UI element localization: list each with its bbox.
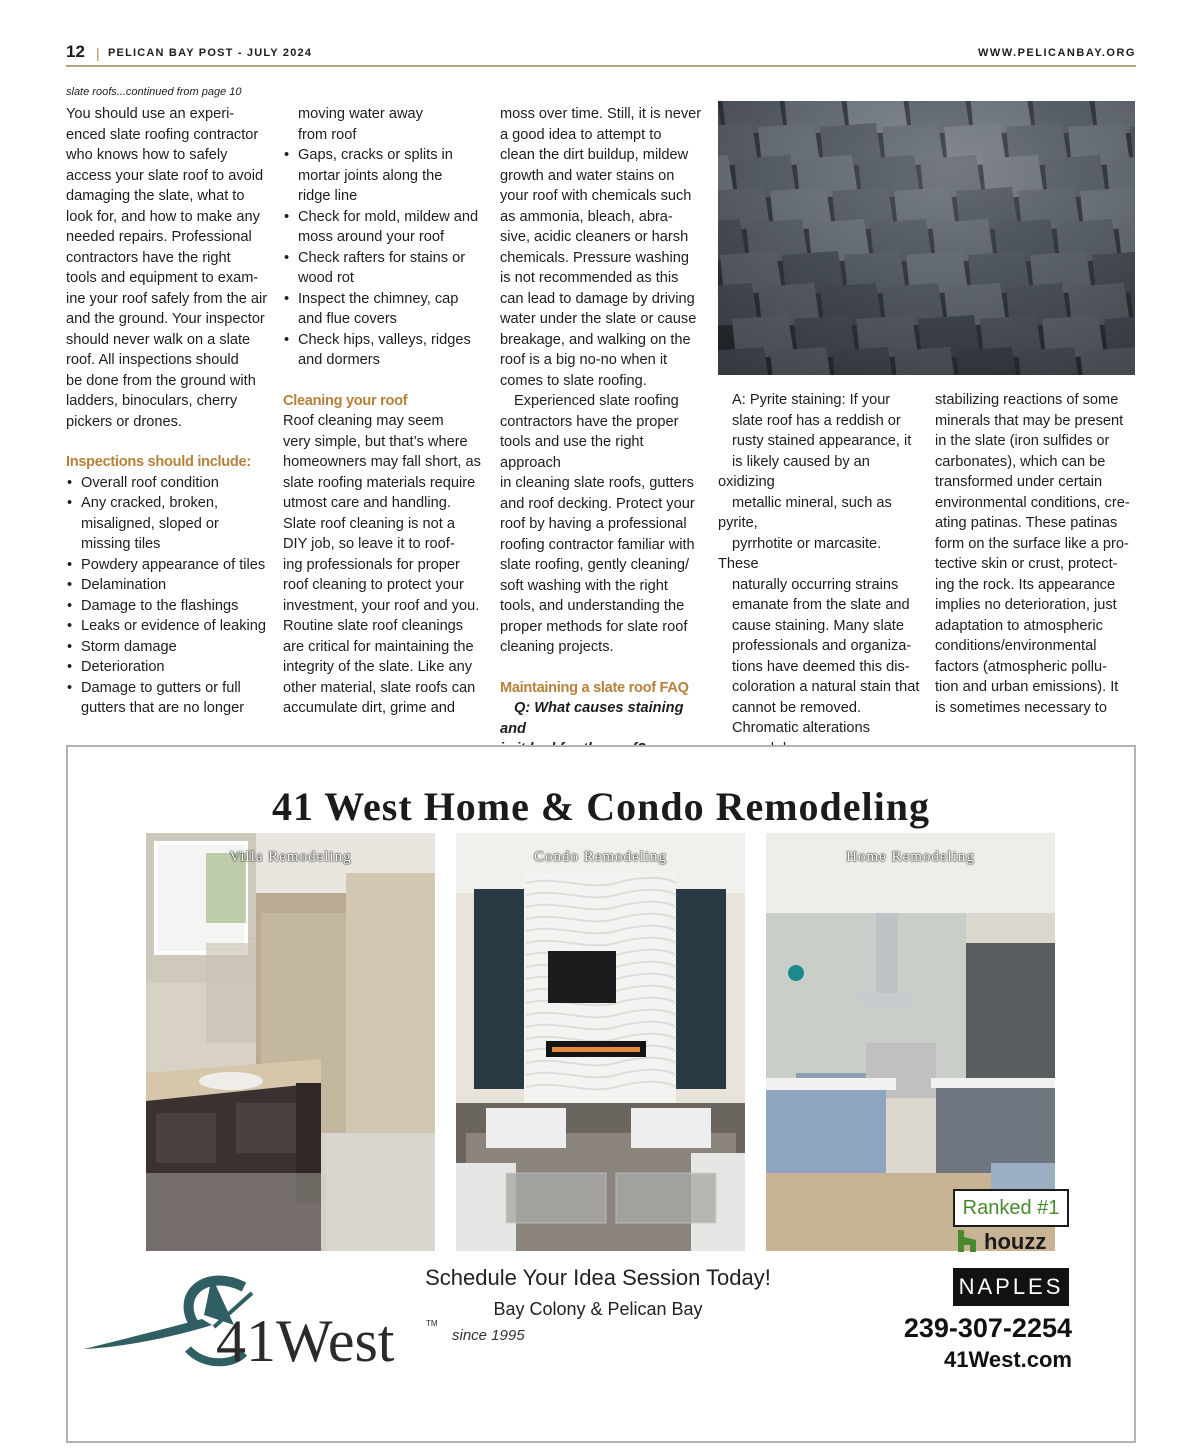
cleaning-heading: Cleaning your roof xyxy=(283,392,408,409)
list-item xyxy=(66,555,271,576)
slate-roof-photo xyxy=(718,101,1135,375)
text-line: tools and equipment to exam- xyxy=(66,270,259,286)
text-line: Q: What causes staining and xyxy=(500,700,684,737)
text-line: utmost care and handling. xyxy=(283,495,451,511)
text-line: slate roofing, gently cleaning/ xyxy=(500,557,690,573)
list-item xyxy=(66,575,271,596)
text-line: implies no deterioration, just xyxy=(935,597,1117,613)
list-item xyxy=(66,596,271,617)
text-line: integrity of the slate. Like any xyxy=(283,659,473,675)
advertisement-41west[interactable] xyxy=(66,745,1136,1443)
text-line: stabilizing reactions of some xyxy=(935,392,1119,408)
text-line: in the slate (iron sulfides or xyxy=(935,433,1110,449)
list-item-line: • Delamination xyxy=(81,577,167,593)
text-line: environmental conditions, cre- xyxy=(935,494,1130,511)
text-line: ing the rock. Its appearance xyxy=(935,576,1116,593)
text-line: roof cleaning to protect your xyxy=(283,577,464,593)
text-line: chemicals. Pressure washing xyxy=(500,249,689,266)
list-item-line: • Leaks or evidence of leaking xyxy=(81,618,266,634)
since-year: since 1995 xyxy=(452,1327,525,1344)
website-link[interactable]: WWW.PELICANBAY.ORG xyxy=(978,47,1136,59)
article-column-1 xyxy=(66,104,271,719)
list-item xyxy=(283,248,488,289)
text-line: cannot be removed. xyxy=(732,699,861,716)
list-item-line: moss around your roof xyxy=(298,229,445,245)
text-line: factors (atmospheric pollu- xyxy=(935,658,1107,675)
text-line: and the ground. Your inspector xyxy=(66,311,265,327)
list-item-line: and dormers xyxy=(298,352,380,368)
text-line: rusty stained appearance, it xyxy=(732,433,912,449)
text-line: is likely caused by an oxidizing xyxy=(718,453,870,490)
list-item-line: • Check hips, valleys, ridges xyxy=(298,331,471,348)
inspection-list xyxy=(66,473,271,719)
text-line: tective skin or crust, protect- xyxy=(935,556,1118,572)
text-line: other material, slate roofs can xyxy=(283,679,476,696)
villa-remodeling-photo xyxy=(146,833,435,1251)
text-line: investment, your roof and you. xyxy=(283,597,480,614)
ranked-badge: Ranked #1 xyxy=(953,1189,1069,1227)
text-line: Experienced slate roofing xyxy=(514,393,679,409)
text-line: are critical for maintaining the xyxy=(283,638,474,655)
text-line: access your slate roof to avoid xyxy=(66,167,264,184)
text-line: roof. All inspections should xyxy=(66,352,239,368)
text-line: sive, acidic cleaners or harsh xyxy=(500,229,689,245)
list-item xyxy=(283,145,488,207)
list-continuation xyxy=(283,104,488,145)
page-number: 12 xyxy=(66,42,85,61)
text-line: a good idea to attempt to xyxy=(500,126,662,143)
publication-title: PELICAN BAY POST - JULY 2024 xyxy=(108,47,313,59)
list-item-line: • Overall roof condition xyxy=(81,474,219,491)
text-line: ating patinas. These patinas xyxy=(935,515,1118,531)
list-item-line: ridge line xyxy=(298,188,358,204)
text-line: your roof with chemicals such xyxy=(500,188,692,204)
text-line: growth and water stains on xyxy=(500,167,675,184)
text-line: soft washing with the right xyxy=(500,577,668,594)
list-item xyxy=(66,637,271,658)
inspections-heading: Inspections should include: xyxy=(66,454,251,470)
service-areas: Bay Colony & Pelican Bay xyxy=(493,1299,703,1319)
header-separator: | xyxy=(96,45,100,61)
text-line: should never walk on a slate xyxy=(66,331,251,348)
list-item xyxy=(283,330,488,371)
text-line: emanate from the slate and xyxy=(732,597,910,613)
text-line: tion and urban emissions). It xyxy=(935,679,1119,695)
text-line: comes to slate roofing. xyxy=(500,372,647,389)
list-item-line: misaligned, sloped or xyxy=(81,515,219,532)
condo-remodeling-photo xyxy=(456,833,745,1251)
list-item-line: • Deterioration xyxy=(81,659,165,675)
list-item-line: mortar joints along the xyxy=(298,167,443,184)
text-line: very simple, but that’s where xyxy=(283,433,468,450)
list-item-line: wood rot xyxy=(298,270,354,286)
naples-badge: NAPLES xyxy=(953,1268,1069,1306)
text-line: cleaning projects. xyxy=(500,639,614,655)
continued-note: slate roofs...continued from page 10 xyxy=(66,86,242,98)
cleaning-paragraph xyxy=(283,411,488,719)
list-item-line: • Damage to the flashings xyxy=(81,597,239,614)
schedule-cta[interactable]: Schedule Your Idea Session Today! xyxy=(425,1265,771,1290)
text-line: breakage, and walking on the xyxy=(500,331,691,348)
list-item xyxy=(283,207,488,248)
text-line: slate roofing materials require xyxy=(283,474,476,491)
cleaning-continued xyxy=(500,104,705,391)
list-item-line: • Check rafters for stains or xyxy=(298,249,466,266)
houzz-logo xyxy=(958,1229,1046,1255)
text-line: contractors have the proper xyxy=(500,413,679,430)
text-line: water under the slate or cause xyxy=(500,311,697,327)
text-line: be done from the ground with xyxy=(66,372,256,389)
text-line: as ammonia, bleach, abra- xyxy=(500,208,673,225)
contractor-paragraph xyxy=(500,391,705,658)
list-item xyxy=(66,473,271,494)
text-line: contractors have the right xyxy=(66,249,231,266)
condo-caption: Condo Remodeling xyxy=(533,849,668,865)
text-line: and roof decking. Protect your xyxy=(500,495,695,512)
text-line: minerals that may be present xyxy=(935,412,1124,429)
text-line: homeowners may fall short, as xyxy=(283,454,481,470)
text-line: moss over time. Still, it is never xyxy=(500,106,702,122)
text-line: tools and use the right approach xyxy=(500,434,644,471)
text-line: is not recommended as this xyxy=(500,270,679,286)
pyrite-answer xyxy=(718,390,923,718)
list-item-line: • Storm damage xyxy=(81,638,177,655)
text-line: roof by having a professional xyxy=(500,516,687,532)
text-line: pyrrhotite or marcasite. These xyxy=(718,535,882,572)
list-item-line: • Powdery appearance of tiles xyxy=(81,556,266,573)
home-caption: Home Remodeling xyxy=(846,849,975,865)
text-line: can lead to damage by driving xyxy=(500,290,695,307)
list-item-line: missing tiles xyxy=(81,536,161,552)
phone-number[interactable]: 239-307-2254 xyxy=(903,1313,1072,1343)
intro-paragraph xyxy=(66,104,271,432)
text-line: professionals and organiza- xyxy=(732,638,912,654)
article-column-3 xyxy=(500,104,705,760)
text-line: tools, and understanding the xyxy=(500,598,685,614)
text-line: Chromatic alterations xyxy=(732,720,870,736)
text-line: adaptation to atmospheric xyxy=(935,617,1103,634)
list-item-line: and flue covers xyxy=(298,311,397,327)
text-line: moving water away xyxy=(298,106,423,122)
article-column-4 xyxy=(718,390,923,780)
list-item xyxy=(66,678,271,719)
text-line: tions have deemed this dis- xyxy=(732,658,910,675)
text-line: carbonates), which can be xyxy=(935,453,1106,470)
ad-website-link[interactable]: 41West.com xyxy=(944,1347,1072,1372)
text-line: accumulate dirt, grime and xyxy=(283,700,455,716)
article-column-5 xyxy=(935,390,1140,718)
list-item-line: • Damage to gutters or full xyxy=(81,679,241,696)
text-line: conditions/environmental xyxy=(935,638,1097,654)
text-line: proper methods for slate roof xyxy=(500,618,688,635)
text-line: from roof xyxy=(298,126,357,143)
text-line: damaging the slate, what to xyxy=(66,188,245,204)
text-line: Roof cleaning may seem xyxy=(283,413,444,429)
text-line: cause staining. Many slate xyxy=(732,617,904,634)
text-line: metallic mineral, such as pyrite, xyxy=(718,494,892,531)
text-line: who knows how to safely xyxy=(66,147,228,163)
text-line: Slate roof cleaning is not a xyxy=(283,515,455,532)
text-line: clean the dirt buildup, mildew xyxy=(500,147,689,163)
faq-heading: Maintaining a slate roof FAQ xyxy=(500,679,689,696)
article-column-2 xyxy=(283,104,488,719)
list-item-line: • Any cracked, broken, xyxy=(81,495,219,511)
text-line: enced slate roofing contractor xyxy=(66,126,259,143)
list-item xyxy=(66,616,271,637)
text-line: transformed under certain xyxy=(935,474,1103,490)
list-item-line: • Inspect the chimney, cap xyxy=(298,290,459,307)
houzz-icon xyxy=(958,1230,976,1252)
text-line: roofing contractor familiar with xyxy=(500,536,695,553)
text-line: coloration a natural stain that xyxy=(732,679,920,695)
villa-caption: Villa Remodeling xyxy=(229,849,352,865)
list-item xyxy=(66,493,271,555)
41west-logo-text: 41West xyxy=(216,1308,395,1374)
text-line: naturally occurring strains xyxy=(732,576,899,593)
list-item-line: • Gaps, cracks or splits in xyxy=(298,147,453,163)
page-header xyxy=(66,42,1136,66)
list-item xyxy=(66,657,271,678)
text-line: is sometimes necessary to xyxy=(935,699,1107,716)
text-line: ing professionals for proper xyxy=(283,556,460,573)
text-line: slate roof has a reddish or xyxy=(732,412,901,429)
list-item-line: gutters that are no longer xyxy=(81,700,245,716)
header-rule xyxy=(66,65,1136,67)
ad-title: 41 West Home & Condo Remodeling xyxy=(271,784,931,829)
text-line: roof is a big no-no when it xyxy=(500,352,668,368)
list-item-line: • Check for mold, mildew and xyxy=(298,208,479,225)
trademark-mark: TM xyxy=(426,1319,438,1328)
text-line: form on the surface like a pro- xyxy=(935,535,1129,552)
text-line: pickers or drones. xyxy=(66,413,182,430)
text-line: needed repairs. Professional xyxy=(66,229,252,245)
text-line: DIY job, so leave it to roof- xyxy=(283,536,455,552)
houzz-label: houzz xyxy=(984,1229,1047,1254)
inspection-list-continued xyxy=(283,145,488,371)
text-line: ladders, binoculars, cherry xyxy=(66,393,238,409)
text-line: A: Pyrite staining: If your xyxy=(732,392,891,408)
list-item xyxy=(283,289,488,330)
patina-paragraph xyxy=(935,390,1140,718)
text-line: in cleaning slate roofs, gutters xyxy=(500,475,694,491)
text-line: You should use an experi- xyxy=(66,106,235,122)
text-line: ine your roof safely from the air xyxy=(66,290,268,307)
text-line: Routine slate roof cleanings xyxy=(283,618,464,634)
text-line: look for, and how to make any xyxy=(66,208,260,225)
